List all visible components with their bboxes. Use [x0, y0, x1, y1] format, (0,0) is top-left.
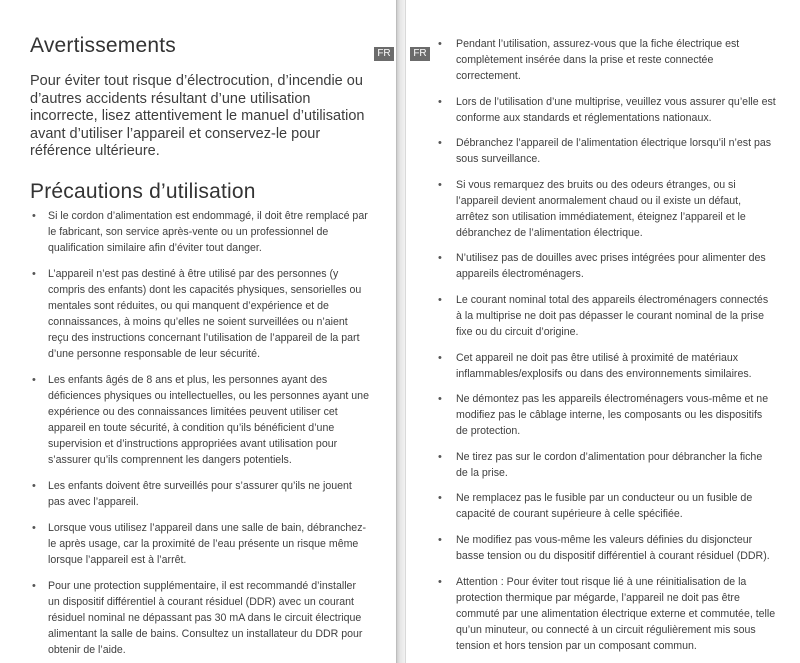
bullet-icon: • [438, 252, 442, 265]
list-item [30, 208, 370, 256]
warnings-intro: Pour éviter tout risque d’électrocution, d’incendie ou d’autres accidents résultant d’une utilisation incorrecte, lisez attentivement le manuel d’utilisation avant d’utiliser l’appareil et conservez-le pour référence ultérieure. [30, 73, 365, 159]
bullet-icon: • [32, 374, 36, 386]
warnings-title: Avertissements [30, 34, 176, 57]
bullet-icon: • [438, 575, 442, 588]
bullet-icon: • [438, 492, 442, 505]
list-item [436, 574, 776, 654]
list-item [436, 177, 776, 241]
list-item-text: Lorsque vous utilisez l’appareil dans une salle de bain, débranchez-le après usage, car la proximité de l’eau présente un risque même lorsque l’appareil est à l’arrêt. [48, 522, 367, 566]
right-page [404, 0, 800, 663]
list-item [436, 135, 776, 167]
list-item-text: Cet appareil ne doit pas être utilisé à proximité de matériaux inflammables/explosifs ou dans des environnements similaires. [456, 351, 752, 380]
bullet-icon: • [438, 393, 442, 406]
bullet-icon: • [438, 351, 442, 364]
list-item-text: Si le cordon d’alimentation est endommagé, il doit être remplacé par le fabricant, son service après-vente ou un professionnel de qualification similaire afin d’éviter tout danger. [48, 210, 368, 254]
bullet-icon: • [438, 293, 442, 306]
list-item [30, 578, 370, 658]
list-item-text: Ne démontez pas les appareils électroménagers vous-même et ne modifiez pas le câblage interne, les composants ou les dispositifs de protection. [456, 393, 769, 438]
precautions-title: Précautions d’utilisation [30, 180, 256, 203]
bullet-icon: • [32, 522, 36, 534]
language-tag: FR [410, 47, 430, 61]
precautions-list-continued [436, 36, 776, 663]
list-item-text: Ne tirez pas sur le cordon d’alimentation pour débrancher la fiche de la prise. [456, 450, 763, 479]
list-item [436, 94, 776, 126]
list-item [30, 266, 370, 362]
list-item-text: Si vous remarquez des bruits ou des odeurs étranges, ou si l’appareil devient anormalement chaud ou il existe un défaut, arrêtez son utilisation immédiatement, éteignez l’appareil et le débranchez de l’alimentation électrique. [456, 178, 746, 239]
bullet-icon: • [438, 533, 442, 546]
list-item-text: L’appareil n’est pas destiné à être utilisé par des personnes (y compris des enfants) dont les capacités physiques, sensorielles ou mentales sont réduites, ou qui manquent d’expérience et de connaissances, à moins qu’elles ne soient surveillées ou n’aient reçu des instructions concernant l’utilisation de l’appareil de la part d’une personne responsable de leur sécurité. [48, 268, 362, 360]
list-item [436, 350, 776, 382]
list-item [436, 490, 776, 522]
language-tag: FR [374, 47, 394, 61]
bullet-icon: • [438, 450, 442, 463]
list-item-text: Lors de l’utilisation d’une multiprise, veuillez vous assurer qu’elle est conforme aux standards et réglementations nationaux. [456, 95, 776, 124]
list-item-text: Pendant l’utilisation, assurez-vous que la fiche électrique est complètement insérée dans la prise et reste connectée correctement. [456, 38, 740, 82]
bullet-icon: • [32, 268, 36, 280]
list-item [30, 478, 370, 510]
list-item [30, 520, 370, 568]
list-item [436, 250, 776, 282]
bullet-icon: • [32, 480, 36, 492]
bullet-icon: • [438, 137, 442, 150]
list-item [436, 36, 776, 84]
precautions-list [30, 208, 370, 663]
bullet-icon: • [32, 210, 36, 222]
left-page [0, 0, 396, 663]
list-item-text: Le courant nominal total des appareils électroménagers connectés à la multiprise ne doit pas dépasser le courant nominal de la prise fixe ou du circuit d’origine. [456, 293, 769, 338]
list-item [436, 391, 776, 439]
list-item-text: Débranchez l’appareil de l’alimentation électrique lorsqu’il n’est pas sous surveillance. [456, 137, 772, 166]
list-item [436, 292, 776, 340]
bullet-icon: • [438, 38, 442, 50]
list-item-text: Ne remplacez pas le fusible par un conducteur ou un fusible de capacité de courant supérieure à celle spécifiée. [456, 492, 753, 521]
list-item-text: N’utilisez pas de douilles avec prises intégrées pour alimenter des appareils électroménagers. [456, 252, 766, 281]
list-item-text: Les enfants âgés de 8 ans et plus, les personnes ayant des déficiences physiques ou intellectuelles, ou les personnes ayant une expérience ou des connaissances limitées peuvent utiliser cet appareil en toute sécurité, à condition qu’ils bénéficient d’une supervision et d’instructions appropriées avant utilisation pour s’assurer qu’ils comprennent les dangers potentiels. [48, 374, 369, 466]
list-item [30, 372, 370, 468]
list-item-text: Attention : Pour éviter tout risque lié à une réinitialisation de la protection thermique par mégarde, l’appareil ne doit pas être commuté par une alimentation électrique externe et commutée, telle qu’un minuteur, ou connecté à un circuit régulièrement mis sous tension et hors tension par un composant commun. [456, 575, 776, 652]
bullet-icon: • [32, 580, 36, 592]
list-item-text: Les enfants doivent être surveillés pour s’assurer qu’ils ne jouent pas avec l’appareil. [48, 480, 352, 508]
list-item-text: Pour une protection supplémentaire, il est recommandé d’installer un dispositif différentiel à courant résiduel (DDR) avec un courant résiduel nominal ne dépassant pas 30 mA dans le circuit électrique alimentant la salle de bains. Consultez un installateur du DDR pour obtenir de l’aide. [48, 580, 363, 656]
bullet-icon: • [438, 95, 442, 108]
list-item [436, 449, 776, 481]
bullet-icon: • [438, 178, 442, 191]
list-item-text: Ne modifiez pas vous-même les valeurs définies du disjoncteur basse tension ou du dispositif différentiel à courant résiduel (DDR). [456, 533, 770, 562]
list-item [436, 532, 776, 564]
